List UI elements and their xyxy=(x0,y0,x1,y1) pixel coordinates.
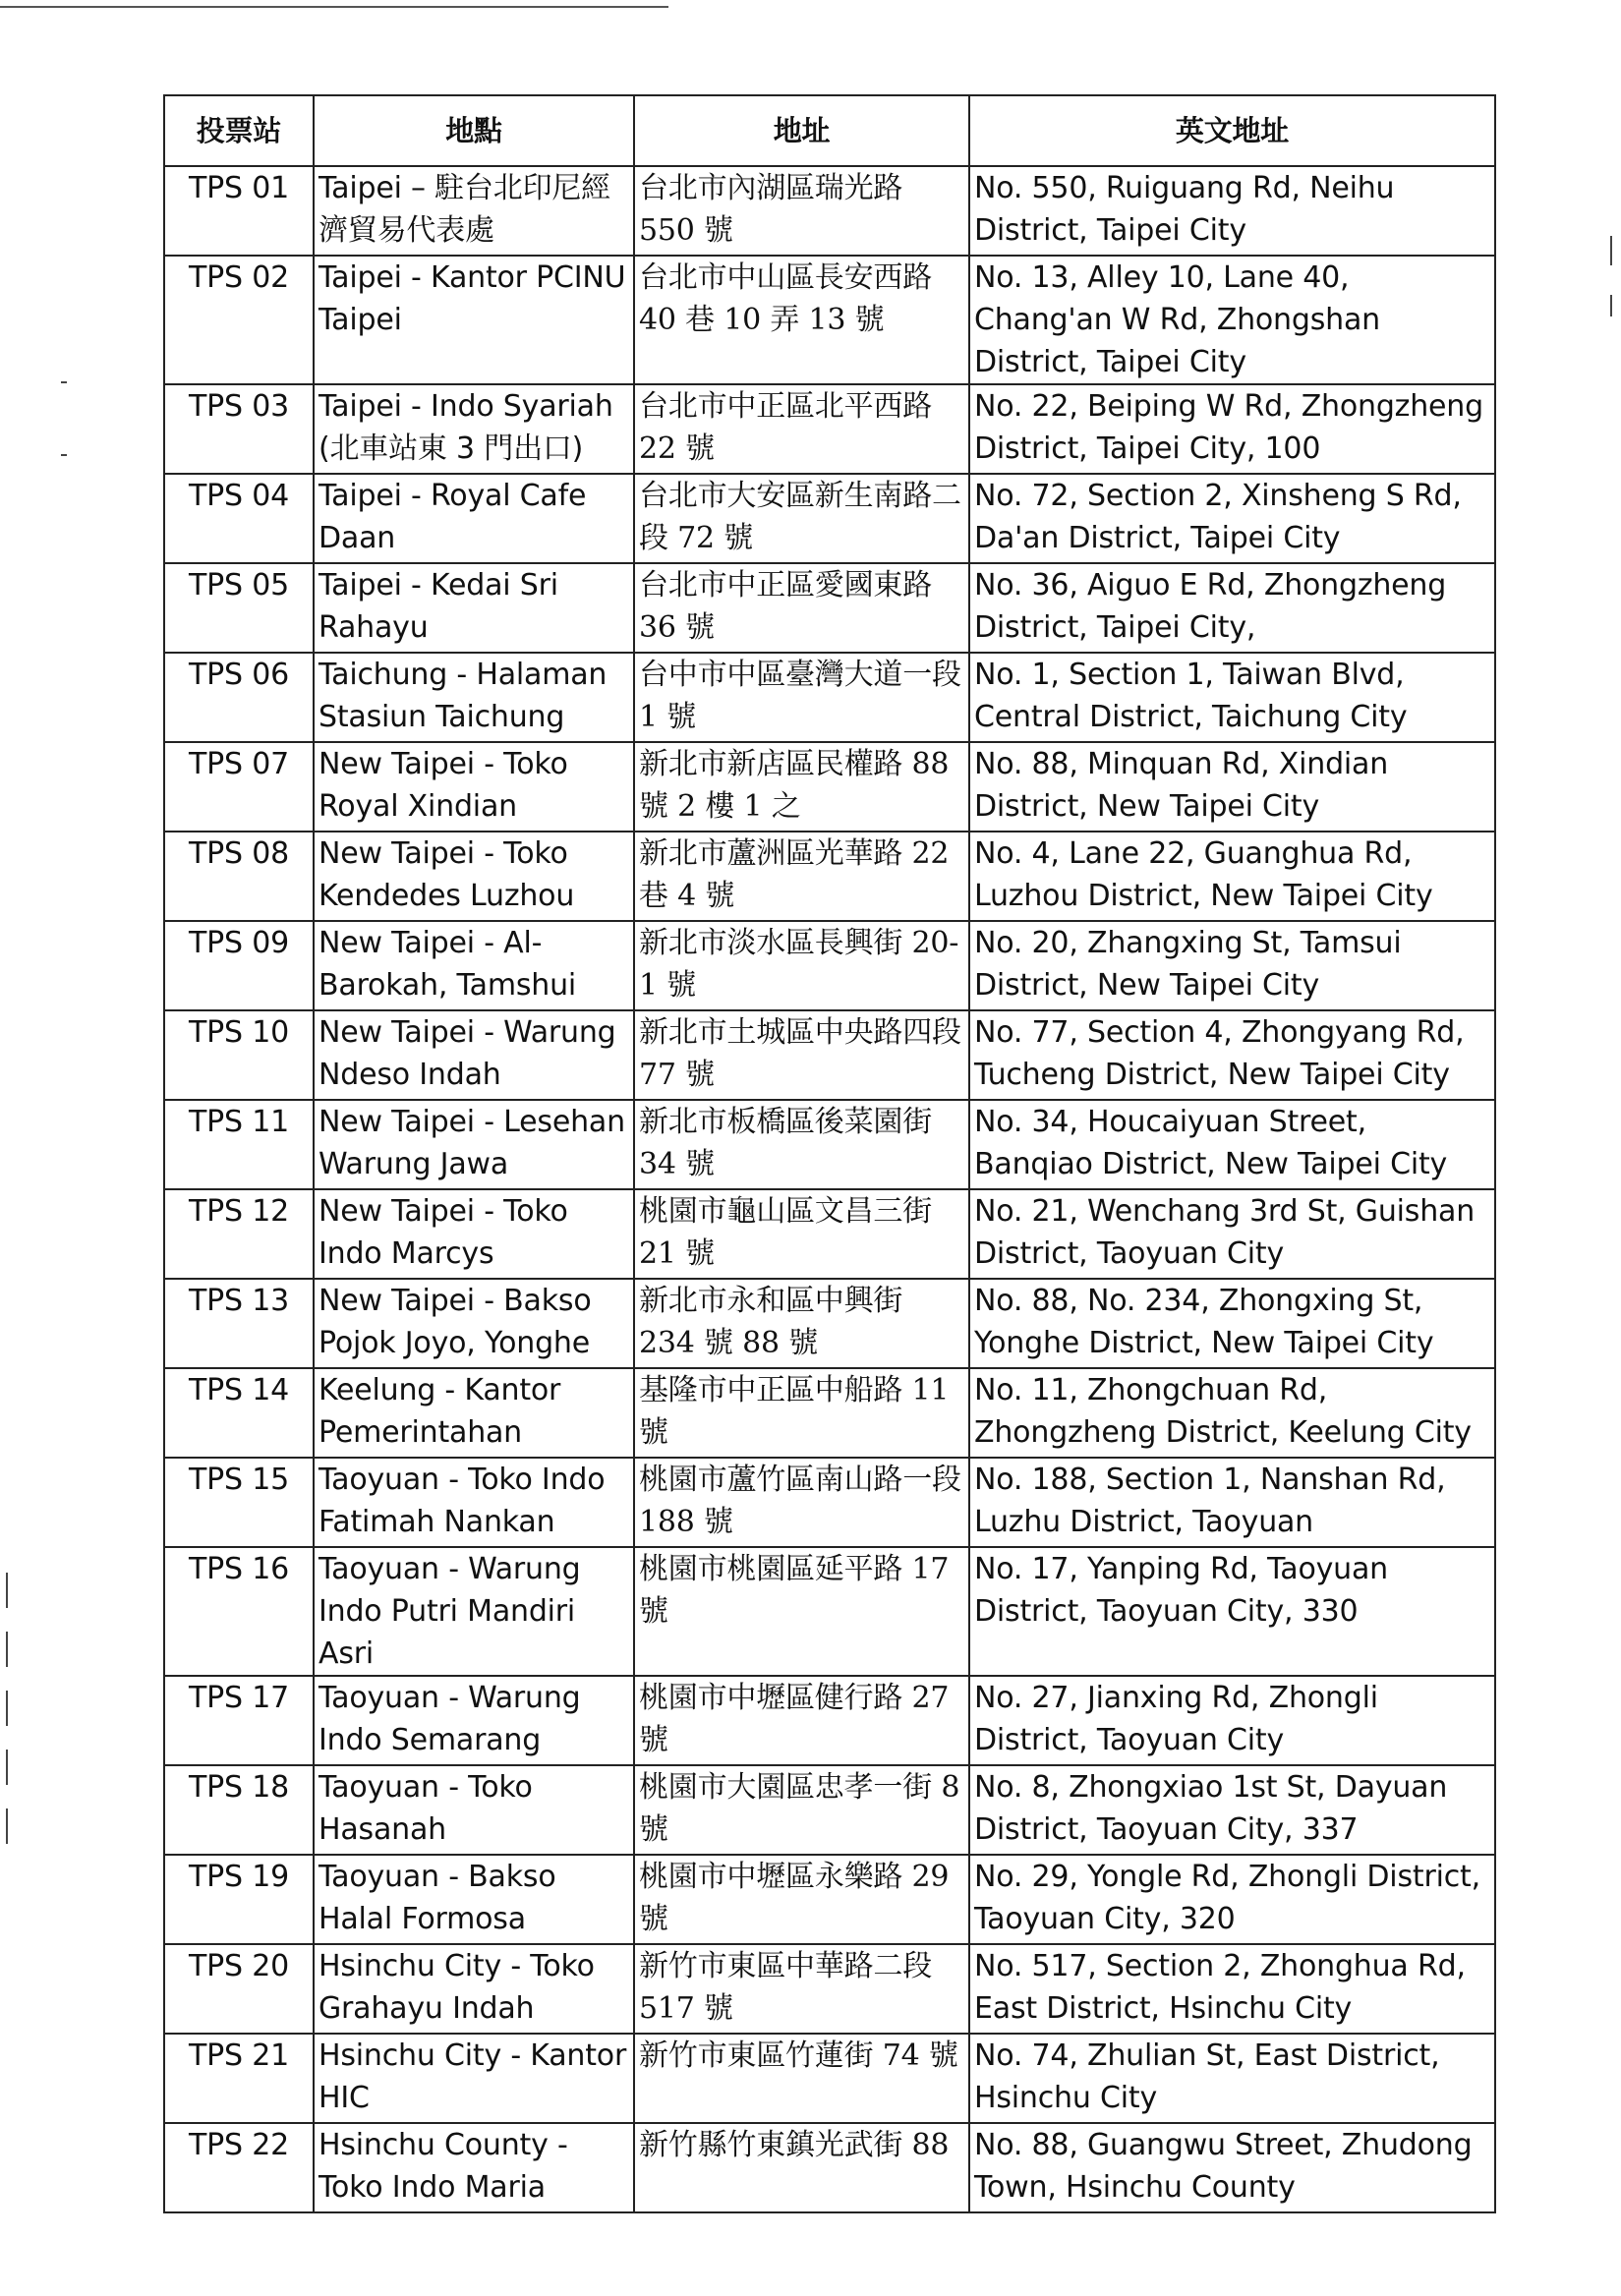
address-zh-cell: 新竹縣竹東鎮光武街 88 xyxy=(634,2123,969,2212)
scan-mark xyxy=(6,1573,8,1608)
polling-station-table xyxy=(163,94,1496,2213)
address-en-cell: No. 8, Zhongxiao 1st St, Dayuan District, Taoyuan City, 337 xyxy=(969,1765,1495,1855)
station-id-cell: TPS 07 xyxy=(164,742,314,832)
station-id-cell: TPS 02 xyxy=(164,256,314,384)
table-row xyxy=(164,1010,1495,1100)
location-cell: New Taipei - Bakso Pojok Joyo, Yonghe xyxy=(314,1279,634,1368)
table-row xyxy=(164,2034,1495,2123)
location-cell: Taoyuan - Toko Hasanah xyxy=(314,1765,634,1855)
scan-mark xyxy=(6,1808,8,1844)
location-cell: New Taipei - Toko Kendedes Luzhou xyxy=(314,832,634,921)
address-en-cell: No. 1, Section 1, Taiwan Blvd, Central District, Taichung City xyxy=(969,653,1495,742)
table-row xyxy=(164,474,1495,563)
address-zh-cell: 台北市大安區新生南路二段 72 號 xyxy=(634,474,969,563)
address-zh-cell: 桃園市中壢區健行路 27 號 xyxy=(634,1676,969,1765)
table-row xyxy=(164,921,1495,1010)
address-en-cell: No. 36, Aiguo E Rd, Zhongzheng District, Taipei City, xyxy=(969,563,1495,653)
location-cell: New Taipei - Toko Indo Marcys xyxy=(314,1189,634,1279)
table-row xyxy=(164,1189,1495,1279)
station-id-cell: TPS 19 xyxy=(164,1855,314,1944)
address-en-cell: No. 20, Zhangxing St, Tamsui District, New Taipei City xyxy=(969,921,1495,1010)
address-zh-cell: 新北市永和區中興街 234 號 88 號 xyxy=(634,1279,969,1368)
scan-mark xyxy=(6,1750,8,1785)
table-row xyxy=(164,563,1495,653)
station-id-cell: TPS 17 xyxy=(164,1676,314,1765)
address-zh-cell: 台北市中山區長安西路 40 巷 10 弄 13 號 xyxy=(634,256,969,384)
address-zh-cell: 桃園市蘆竹區南山路一段 188 號 xyxy=(634,1458,969,1547)
station-id-cell: TPS 04 xyxy=(164,474,314,563)
address-zh-cell: 桃園市龜山區文昌三街 21 號 xyxy=(634,1189,969,1279)
location-cell: Taoyuan - Bakso Halal Formosa xyxy=(314,1855,634,1944)
station-id-cell: TPS 16 xyxy=(164,1547,314,1676)
address-zh-cell: 桃園市桃園區延平路 17 號 xyxy=(634,1547,969,1676)
table-row xyxy=(164,384,1495,474)
scan-mark xyxy=(61,381,67,383)
station-id-cell: TPS 15 xyxy=(164,1458,314,1547)
table-row xyxy=(164,166,1495,256)
address-en-cell: No. 74, Zhulian St, East District, Hsinchu City xyxy=(969,2034,1495,2123)
station-id-cell: TPS 01 xyxy=(164,166,314,256)
table-row xyxy=(164,256,1495,384)
location-cell: Hsinchu County - Toko Indo Maria xyxy=(314,2123,634,2212)
station-id-cell: TPS 06 xyxy=(164,653,314,742)
address-zh-cell: 台北市中正區愛國東路 36 號 xyxy=(634,563,969,653)
scan-mark xyxy=(61,454,67,456)
table-row xyxy=(164,1547,1495,1676)
header-location: 地點 xyxy=(314,95,634,166)
address-zh-cell: 桃園市中壢區永樂路 29 號 xyxy=(634,1855,969,1944)
address-en-cell: No. 550, Ruiguang Rd, Neihu District, Taipei City xyxy=(969,166,1495,256)
station-id-cell: TPS 20 xyxy=(164,1944,314,2034)
address-en-cell: No. 77, Section 4, Zhongyang Rd, Tucheng District, New Taipei City xyxy=(969,1010,1495,1100)
header-station: 投票站 xyxy=(164,95,314,166)
table-row xyxy=(164,1855,1495,1944)
table-row xyxy=(164,1676,1495,1765)
location-cell: Taoyuan - Toko Indo Fatimah Nankan xyxy=(314,1458,634,1547)
location-cell: Hsinchu City - Toko Grahayu Indah xyxy=(314,1944,634,2034)
address-en-cell: No. 34, Houcaiyuan Street, Banqiao District, New Taipei City xyxy=(969,1100,1495,1189)
header-row xyxy=(164,95,1495,166)
address-zh-cell: 台北市內湖區瑞光路 550 號 xyxy=(634,166,969,256)
location-cell: Taipei – 駐台北印尼經濟貿易代表處 xyxy=(314,166,634,256)
table-row xyxy=(164,1458,1495,1547)
station-id-cell: TPS 05 xyxy=(164,563,314,653)
table-row xyxy=(164,1279,1495,1368)
location-cell: Taoyuan - Warung Indo Semarang xyxy=(314,1676,634,1765)
station-id-cell: TPS 11 xyxy=(164,1100,314,1189)
station-id-cell: TPS 18 xyxy=(164,1765,314,1855)
location-cell: New Taipei - Lesehan Warung Jawa xyxy=(314,1100,634,1189)
address-zh-cell: 新北市淡水區長興街 20-1 號 xyxy=(634,921,969,1010)
address-en-cell: No. 188, Section 1, Nanshan Rd, Luzhu District, Taoyuan xyxy=(969,1458,1495,1547)
location-cell: Hsinchu City - Kantor HIC xyxy=(314,2034,634,2123)
station-id-cell: TPS 13 xyxy=(164,1279,314,1368)
scan-mark xyxy=(1610,295,1612,316)
address-en-cell: No. 88, Guangwu Street, Zhudong Town, Hsinchu County xyxy=(969,2123,1495,2212)
location-cell: Taoyuan - Warung Indo Putri Mandiri Asri xyxy=(314,1547,634,1676)
location-cell: Taipei - Kantor PCINU Taipei xyxy=(314,256,634,384)
station-id-cell: TPS 21 xyxy=(164,2034,314,2123)
address-zh-cell: 新北市土城區中央路四段 77 號 xyxy=(634,1010,969,1100)
table-row xyxy=(164,2123,1495,2212)
location-cell: Taipei - Kedai Sri Rahayu xyxy=(314,563,634,653)
header-address-zh: 地址 xyxy=(634,95,969,166)
scan-mark xyxy=(1610,236,1612,265)
location-cell: New Taipei - Toko Royal Xindian xyxy=(314,742,634,832)
address-zh-cell: 桃園市大園區忠孝一街 8 號 xyxy=(634,1765,969,1855)
address-en-cell: No. 88, No. 234, Zhongxing St, Yonghe District, New Taipei City xyxy=(969,1279,1495,1368)
address-en-cell: No. 22, Beiping W Rd, Zhongzheng District, Taipei City, 100 xyxy=(969,384,1495,474)
address-en-cell: No. 27, Jianxing Rd, Zhongli District, Taoyuan City xyxy=(969,1676,1495,1765)
address-en-cell: No. 29, Yongle Rd, Zhongli District, Taoyuan City, 320 xyxy=(969,1855,1495,1944)
table-row xyxy=(164,1100,1495,1189)
station-id-cell: TPS 10 xyxy=(164,1010,314,1100)
address-en-cell: No. 13, Alley 10, Lane 40, Chang'an W Rd, Zhongshan District, Taipei City xyxy=(969,256,1495,384)
table-row xyxy=(164,653,1495,742)
address-zh-cell: 新北市板橋區後菜園街 34 號 xyxy=(634,1100,969,1189)
table-row xyxy=(164,832,1495,921)
location-cell: New Taipei - Al-Barokah, Tamshui xyxy=(314,921,634,1010)
address-zh-cell: 新竹市東區中華路二段 517 號 xyxy=(634,1944,969,2034)
location-cell: New Taipei - Warung Ndeso Indah xyxy=(314,1010,634,1100)
location-cell: Taipei - Indo Syariah (北車站東 3 門出口) xyxy=(314,384,634,474)
address-zh-cell: 新竹市東區竹蓮街 74 號 xyxy=(634,2034,969,2123)
scan-mark xyxy=(6,1632,8,1667)
station-id-cell: TPS 12 xyxy=(164,1189,314,1279)
address-en-cell: No. 72, Section 2, Xinsheng S Rd, Da'an District, Taipei City xyxy=(969,474,1495,563)
station-id-cell: TPS 08 xyxy=(164,832,314,921)
scan-mark xyxy=(6,1691,8,1726)
address-zh-cell: 基隆市中正區中船路 11 號 xyxy=(634,1368,969,1458)
address-en-cell: No. 517, Section 2, Zhonghua Rd, East District, Hsinchu City xyxy=(969,1944,1495,2034)
address-zh-cell: 新北市新店區民權路 88 號 2 樓 1 之 xyxy=(634,742,969,832)
table-row xyxy=(164,1944,1495,2034)
table-row xyxy=(164,742,1495,832)
address-zh-cell: 台中市中區臺灣大道一段 1 號 xyxy=(634,653,969,742)
station-id-cell: TPS 22 xyxy=(164,2123,314,2212)
address-en-cell: No. 21, Wenchang 3rd St, Guishan District, Taoyuan City xyxy=(969,1189,1495,1279)
address-en-cell: No. 4, Lane 22, Guanghua Rd, Luzhou District, New Taipei City xyxy=(969,832,1495,921)
location-cell: Taichung - Halaman Stasiun Taichung xyxy=(314,653,634,742)
top-rule xyxy=(0,6,668,8)
address-en-cell: No. 17, Yanping Rd, Taoyuan District, Taoyuan City, 330 xyxy=(969,1547,1495,1676)
address-en-cell: No. 88, Minquan Rd, Xindian District, New Taipei City xyxy=(969,742,1495,832)
location-cell: Taipei - Royal Cafe Daan xyxy=(314,474,634,563)
address-en-cell: No. 11, Zhongchuan Rd, Zhongzheng District, Keelung City xyxy=(969,1368,1495,1458)
station-id-cell: TPS 03 xyxy=(164,384,314,474)
table-row xyxy=(164,1765,1495,1855)
location-cell: Keelung - Kantor Pemerintahan xyxy=(314,1368,634,1458)
address-zh-cell: 台北市中正區北平西路 22 號 xyxy=(634,384,969,474)
address-zh-cell: 新北市蘆洲區光華路 22 巷 4 號 xyxy=(634,832,969,921)
station-id-cell: TPS 09 xyxy=(164,921,314,1010)
table-row xyxy=(164,1368,1495,1458)
station-id-cell: TPS 14 xyxy=(164,1368,314,1458)
header-address-en: 英文地址 xyxy=(969,95,1495,166)
